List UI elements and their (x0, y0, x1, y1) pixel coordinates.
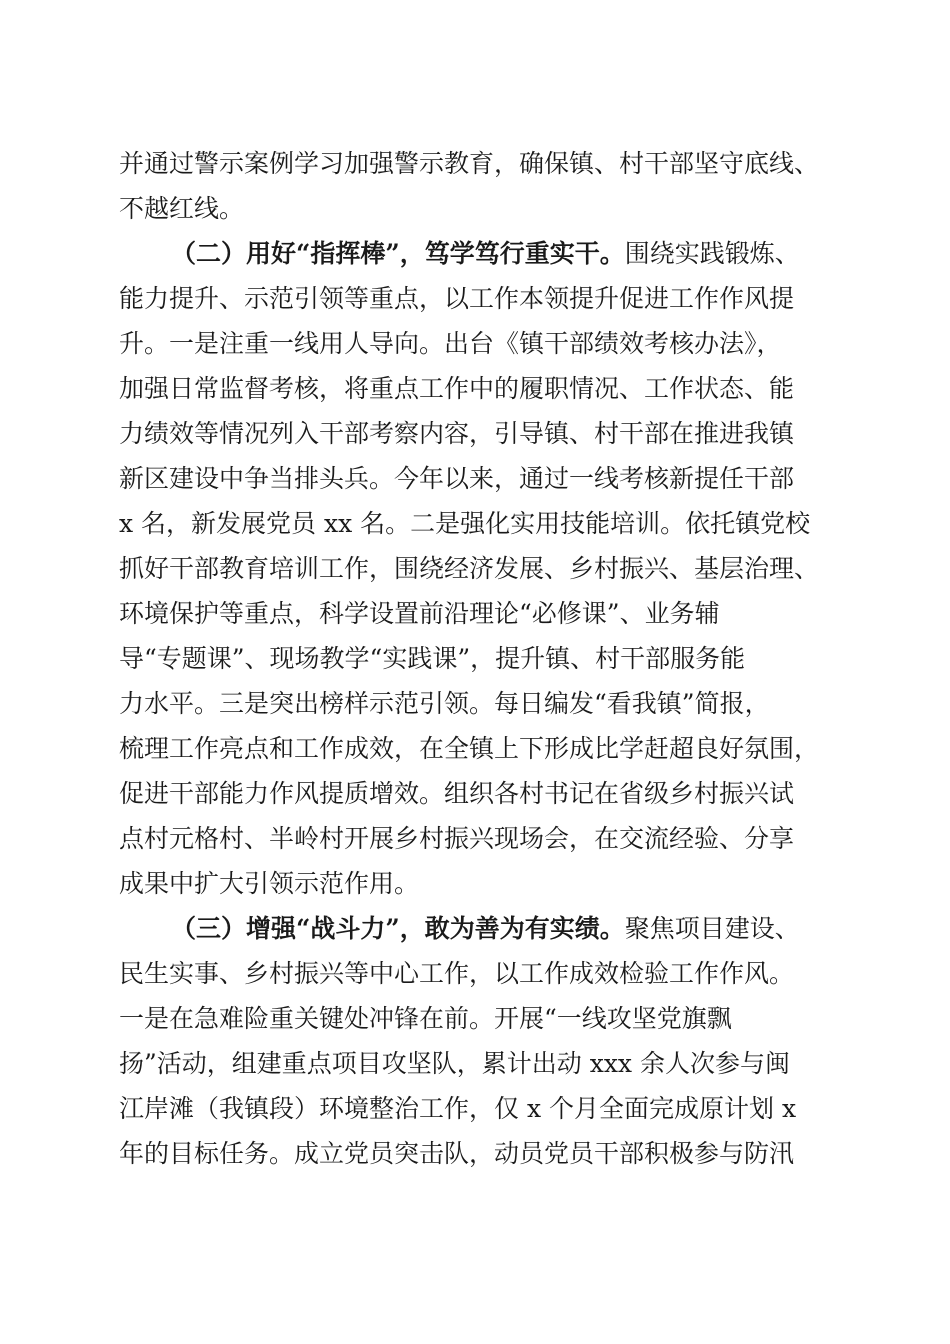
text-line: 力绩效等情况列入干部考察内容，引导镇、村干部在推进我镇 (119, 419, 795, 448)
text-line: 江岸滩（我镇段）环境整治工作，仅 x 个月全面完成原计划 x (119, 1094, 797, 1123)
section-two-lead-text: 围绕实践锻炼、 (624, 239, 800, 268)
section-two-heading: （二）用好“指挥棒”，笃学笃行重实干。 (171, 239, 625, 268)
text-line: 力水平。三是突出榜样示范引领。每日编发“看我镇”简报， (119, 689, 770, 718)
text-line: 梳理工作亮点和工作成效，在全镇上下形成比学赶超良好氛围， (119, 734, 820, 763)
text-line: 环境保护等重点，科学设置前沿理论“必修课”、业务辅 (119, 599, 720, 628)
text-line: 升。一是注重一线用人导向。出台《镇干部绩效考核办法》， (119, 329, 782, 358)
text-line: 新区建设中争当排头兵。今年以来，通过一线考核新提任干部 (119, 464, 795, 493)
section-two-first-line (171, 238, 800, 270)
text-line: x 名，新发展党员 xx 名。二是强化实用技能培训。依托镇党校 (119, 509, 811, 538)
text-line: 民生实事、乡村振兴等中心工作，以工作成效检验工作作风。 (119, 959, 795, 988)
section-three-first-line (171, 913, 800, 945)
section-three-lead-text: 聚焦项目建设、 (624, 914, 800, 943)
text-line: 一是在急难险重关键处冲锋在前。开展“一线攻坚党旗飘 (119, 1004, 732, 1033)
text-line: 能力提升、示范引领等重点，以工作本领提升促进工作作风提 (119, 284, 795, 313)
text-line: 年的目标任务。成立党员突击队，动员党员干部积极参与防汛 (119, 1139, 795, 1168)
text-line: 成果中扩大引领示范作用。 (119, 869, 420, 898)
text-line: 加强日常监督考核，将重点工作中的履职情况、工作状态、能 (119, 374, 795, 403)
text-line: 不越红线。 (119, 194, 245, 223)
text-line: 促进干部能力作风提质增效。组织各村书记在省级乡村振兴试 (119, 779, 795, 808)
text-line: 点村元格村、半岭村开展乡村振兴现场会，在交流经验、分享 (119, 824, 795, 853)
text-line: 导“专题课”、现场教学“实践课”，提升镇、村干部服务能 (119, 644, 746, 673)
text-line: 抓好干部教育培训工作，围绕经济发展、乡村振兴、基层治理、 (119, 554, 820, 583)
text-line: 并通过警示案例学习加强警示教育，确保镇、村干部坚守底线、 (119, 149, 820, 178)
text-line: 扬”活动，组建重点项目攻坚队，累计出动 xxx 余人次参与闽 (119, 1049, 790, 1078)
section-three-heading: （三）增强“战斗力”，敢为善为有实绩。 (171, 914, 625, 943)
